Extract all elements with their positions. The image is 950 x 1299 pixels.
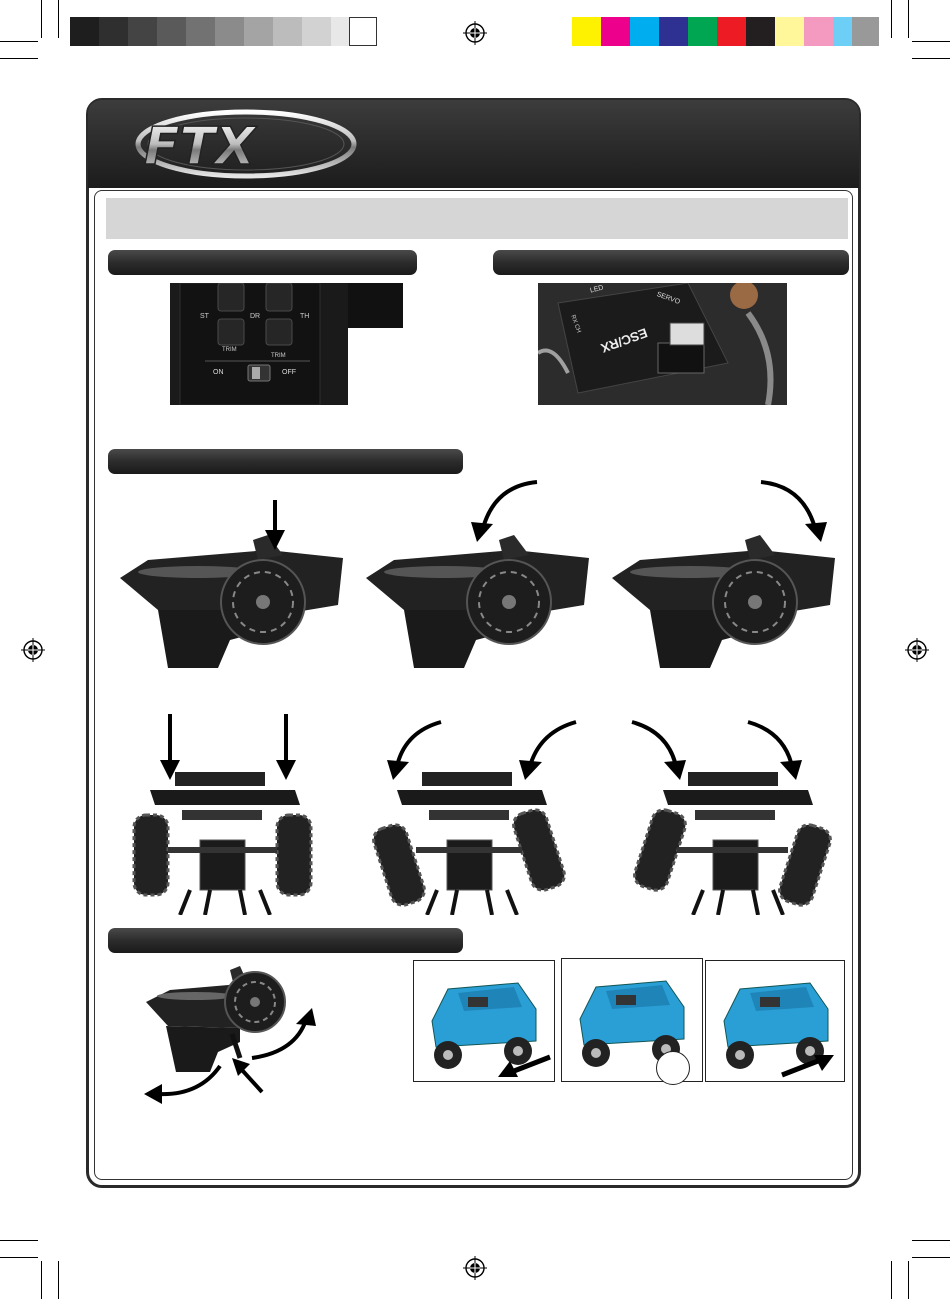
trim-left-label: TRIM <box>222 347 237 353</box>
gray-swatch <box>157 17 186 46</box>
forward-arrow-icon <box>780 1053 834 1079</box>
curved-arrow-up-right-icon <box>250 1008 320 1062</box>
registration-mark-icon <box>463 1256 487 1280</box>
color-swatch <box>688 17 717 46</box>
car-photo-reverse <box>413 960 555 1082</box>
gray-swatch <box>215 17 244 46</box>
color-swatch <box>717 17 746 46</box>
neutral-indicator <box>656 1051 690 1085</box>
curved-arrow-right-icon <box>744 718 804 782</box>
gray-swatch <box>302 17 331 46</box>
curved-arrow-left-icon <box>516 718 580 782</box>
section-header-throttle-check <box>108 928 463 953</box>
registration-mark-icon <box>905 638 929 662</box>
curved-arrow-right-icon <box>758 478 833 544</box>
gray-swatch <box>244 17 273 46</box>
section-header-transmitter-power <box>108 250 417 275</box>
ftx-logo <box>96 104 366 184</box>
transmitter-switch-photo <box>170 283 348 405</box>
gray-swatch <box>349 17 377 46</box>
color-swatch <box>601 17 630 46</box>
color-swatch <box>775 17 804 46</box>
registration-mark-icon <box>21 638 45 662</box>
color-swatch <box>746 17 775 46</box>
esc-rx-label: ESC/RX <box>598 325 650 356</box>
chassis-turn-left <box>362 760 577 915</box>
gray-swatch <box>273 17 302 46</box>
transmitter-wheel-center <box>118 490 348 670</box>
car-photo-neutral <box>561 958 703 1082</box>
transmitter-side-block <box>348 283 403 328</box>
chassis-turn-right <box>628 760 843 915</box>
push-arrow-icon <box>232 1058 266 1094</box>
led-label: LED <box>589 284 605 295</box>
color-swatch <box>804 17 833 46</box>
color-swatch <box>852 17 879 46</box>
dr-label: DR <box>250 313 261 320</box>
curved-arrow-right-icon <box>628 718 688 782</box>
car-photo-forward <box>705 960 845 1082</box>
trim-right-label: TRIM <box>271 353 286 359</box>
section-header-steering-check <box>108 449 463 474</box>
st-label: ST <box>200 313 209 320</box>
color-swatch <box>659 17 688 46</box>
curved-arrow-left-icon <box>385 718 445 782</box>
section-title-banner <box>106 198 848 239</box>
chassis-straight <box>120 760 330 915</box>
down-arrow-icon <box>262 500 288 550</box>
th-label: TH <box>300 313 310 320</box>
on-label: ON <box>213 369 224 376</box>
section-header-receiver-connection <box>493 250 849 275</box>
off-label: OFF <box>282 369 296 376</box>
color-swatch <box>572 17 601 46</box>
gray-swatch <box>70 17 99 46</box>
registration-mark-icon <box>463 21 487 45</box>
gray-swatch <box>128 17 157 46</box>
gray-swatch <box>186 17 215 46</box>
gray-swatch <box>99 17 128 46</box>
logo-text: FTX <box>144 117 256 177</box>
servo-label: SERVO <box>655 291 681 306</box>
down-arrow-icon <box>157 714 183 780</box>
down-arrow-icon <box>273 714 299 780</box>
header-bar <box>88 100 859 188</box>
curved-arrow-left-icon <box>465 478 540 544</box>
rx-ch-label: RX CH <box>569 314 582 334</box>
curved-arrow-down-left-icon <box>144 1062 224 1104</box>
color-swatch <box>630 17 659 46</box>
reverse-arrow-icon <box>498 1053 552 1079</box>
esc-receiver-photo <box>538 283 787 405</box>
